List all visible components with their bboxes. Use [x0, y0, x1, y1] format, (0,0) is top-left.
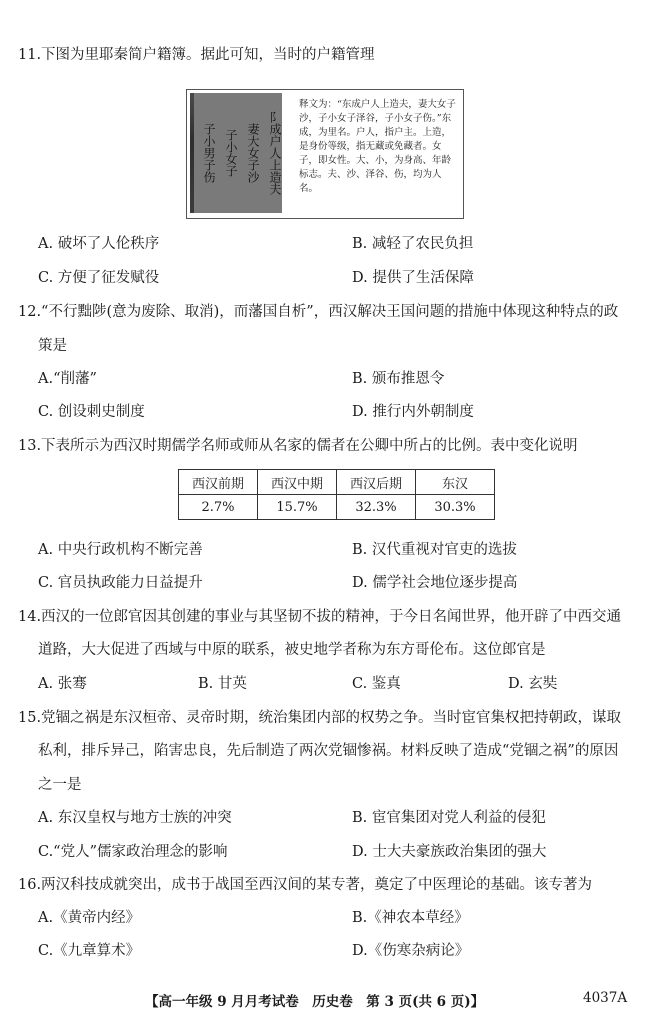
- q12-option-c[interactable]: C. 创设刺史制度: [38, 404, 145, 420]
- slip-column: 子小男子伤: [194, 93, 216, 213]
- q11-option-c[interactable]: C. 方便了征发赋役: [38, 270, 160, 286]
- q15-stem-line3: 之一是: [38, 777, 82, 793]
- table-cell: 30.3%: [416, 495, 495, 520]
- q13-option-d[interactable]: D. 儒学社会地位逐步提高: [352, 575, 518, 591]
- q13-option-c[interactable]: C. 官员执政能力日益提升: [38, 575, 203, 591]
- q13-ratio-table: [178, 469, 495, 520]
- q15-option-a[interactable]: A. 东汉皇权与地方士族的冲突: [38, 810, 232, 826]
- q15-option-c[interactable]: C.“党人”儒家政治理念的影响: [38, 844, 228, 860]
- q11-option-a[interactable]: A. 破坏了人伦秩序: [38, 236, 160, 252]
- q12-stem-line2: 策是: [38, 338, 67, 354]
- q13-stem: 13.下表所示为西汉时期儒学名师或师从名家的儒者在公卿中所占的比例。表中变化说明: [18, 438, 578, 454]
- q14-option-c[interactable]: C. 鉴真: [352, 676, 401, 692]
- q12-option-d[interactable]: D. 推行内外朝制度: [352, 404, 474, 420]
- q11-option-b[interactable]: B. 减轻了农民负担: [352, 236, 474, 252]
- bamboo-slip-image: [190, 93, 282, 213]
- q11-figure: [186, 89, 464, 219]
- q12-stem-line1: 12.“不行黜陟(意为废除、取消)，而藩国自析”，西汉解决王国问题的措施中体现这种特点的政: [18, 304, 619, 320]
- q14-option-b[interactable]: B. 甘英: [198, 676, 247, 692]
- slip-column: 子小女子: [216, 93, 238, 213]
- table-cell: 32.3%: [337, 495, 416, 520]
- q13-option-b[interactable]: B. 汉代重视对官吏的选拔: [352, 542, 517, 558]
- q14-stem-line2: 道路，大大促进了西域与中原的联系，被史地学者称为东方哥伦布。这位郎官是: [38, 642, 546, 658]
- page-footer: 【高一年级 9 月月考试卷 历史卷 第 3 页(共 6 页)】: [145, 994, 485, 1010]
- slip-column: 阝成户人上造夫: [260, 93, 282, 213]
- table-header-cell: 西汉中期: [258, 470, 337, 495]
- q12-option-b[interactable]: B. 颁布推恩令: [352, 371, 445, 387]
- q11-option-d[interactable]: D. 提供了生活保障: [352, 270, 474, 286]
- q15-option-b[interactable]: B. 宦官集团对党人利益的侵犯: [352, 810, 546, 826]
- table-header-row: [179, 470, 495, 495]
- q16-stem: 16.两汉科技成就突出，成书于战国至西汉间的某专著，奠定了中医理论的基础。该专著为: [18, 877, 593, 893]
- paper-code: 4037A: [583, 990, 628, 1006]
- table-header-cell: 西汉前期: [179, 470, 258, 495]
- q14-stem-line1: 14.西汉的一位郎官因其创建的事业与其坚韧不拔的精神，于今日名闻世界，他开辟了中西交通: [18, 609, 622, 625]
- table-header-cell: 东汉: [416, 470, 495, 495]
- q16-option-c[interactable]: C.《九章算术》: [38, 943, 141, 959]
- q11-annotation: 释文为：“东成户人上造夫，妻大女子沙，子小女子泽谷，子小女子伤。”东成，为里名。户人，指户主。上造，是身份等级，指无藏或免藏者。女子，即女性。大、小，为身高、年龄标志。夫、沙、泽谷、伤，均为人名。: [299, 99, 456, 194]
- q16-option-a[interactable]: A.《黄帝内经》: [38, 910, 141, 926]
- table-cell: 2.7%: [179, 495, 258, 520]
- q14-option-d[interactable]: D. 玄奘: [508, 676, 558, 692]
- q14-option-a[interactable]: A. 张骞: [38, 676, 87, 692]
- q16-option-b[interactable]: B.《神农本草经》: [352, 910, 469, 926]
- q15-stem-line2: 私利，排斥异己，陷害忠良，先后制造了两次党锢惨祸。材料反映了造成“党锢之祸”的原因: [38, 743, 619, 759]
- q11-stem: 11.下图为里耶秦简户籍簿。据此可知，当时的户籍管理: [18, 47, 375, 63]
- q15-option-d[interactable]: D. 士大夫豪族政治集团的强大: [352, 844, 547, 860]
- slip-column: 妻大女子沙: [238, 93, 260, 213]
- table-row: [179, 495, 495, 520]
- q16-option-d[interactable]: D.《伤寒杂病论》: [352, 943, 470, 959]
- q12-option-a[interactable]: A.“削藩”: [38, 371, 97, 387]
- q15-stem-line1: 15.党锢之祸是东汉桓帝、灵帝时期，统治集团内部的权势之争。当时宦官集权把持朝政，谋取: [18, 710, 622, 726]
- q13-option-a[interactable]: A. 中央行政机构不断完善: [38, 542, 203, 558]
- table-cell: 15.7%: [258, 495, 337, 520]
- table-header-cell: 西汉后期: [337, 470, 416, 495]
